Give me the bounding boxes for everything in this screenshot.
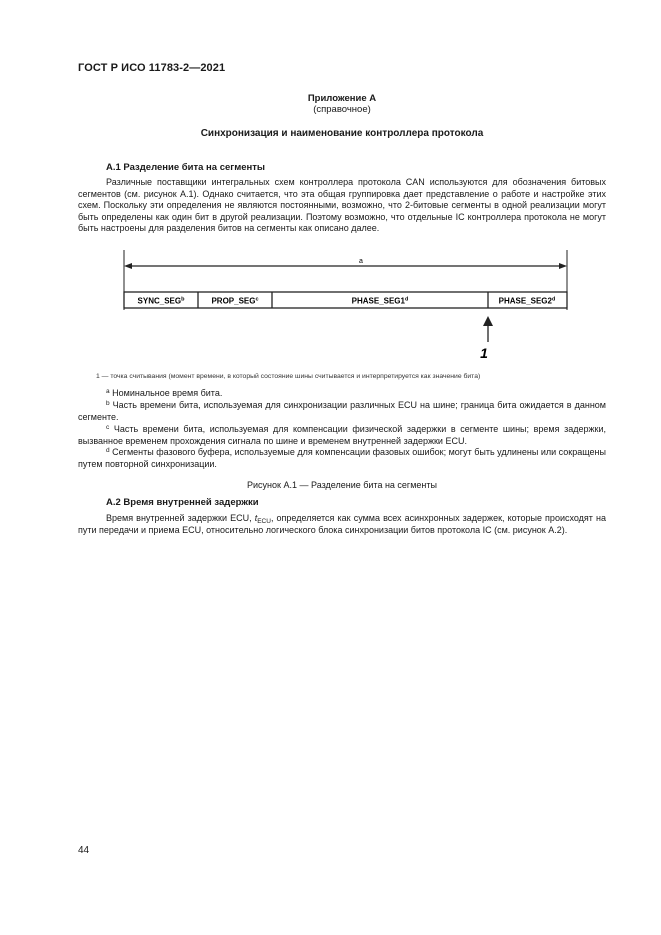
segment-phase-seg1 [352,297,409,306]
footnote-d-text: Сегменты фазового буфера, используемые для компенсации фазовых ошибок; могут быть удлинены или сокращены путем повторной синхронизации. [78,447,606,469]
segment-sync-label: SYNC_SEG [137,296,182,306]
footnote-b [78,400,606,423]
footnote-a-mark: a [106,388,110,395]
segment-phase-seg2 [499,297,556,306]
annex-subtitle: (справочное) [313,104,371,115]
footnote-d [78,447,606,470]
section-a2-text-after: , определяется как сумма всех асинхронных задержек, которые происходят на пути передачи и приема ECU, относительно логического блока синхронизации битов протокола IC (см. рисунок А.2). [78,513,606,535]
footnote-c-mark: c [106,424,110,431]
footnote-c-text: Часть времени бита, используемая для компенсации физической задержки в сегменте шины; время задержки, вызванное временем прохождения сигнала по шине и временем внутренней задержки ECU. [78,424,606,446]
segment-phase1-note: d [404,296,409,303]
annex-title: Приложение А [307,93,377,104]
footnote-a-text: Номинальное время бита. [112,388,223,398]
figure-caption: Рисунок А.1 — Разделение бита на сегменты [247,480,437,490]
segment-phase2-label: PHASE_SEG2 [498,296,552,306]
section-a1-paragraph [78,177,606,235]
segment-phase2-note: d [551,296,556,303]
figure-bit-segmentation [0,250,661,370]
footnote-c [78,424,606,447]
footnote-a [78,388,606,400]
bit-segment-diagram [0,250,661,370]
standard-header: ГОСТ Р ИСО 11783-2—2021 [78,62,226,74]
segment-prop-note: c [255,296,259,303]
t-ecu-symbol: t [254,513,258,523]
bit-time-arrow-left-head [124,263,132,269]
segment-phase1-label: PHASE_SEG1 [351,296,405,306]
footnote-b-text: Часть времени бита, используемая для синхронизации различных ECU на шине; граница бита ожидается в данном сегменте. [78,400,606,422]
bit-time-arrow-right-head [559,263,567,269]
segment-sync-note: b [181,296,185,303]
annex-heading: Синхронизация и наименование контроллера протокола [200,128,484,139]
t-ecu-subscript: ECU [257,518,271,525]
segment-sync-seg [138,297,186,306]
section-a2-paragraph [78,513,606,536]
segment-prop-label: PROP_SEG [211,296,256,306]
footnote-b-mark: b [106,400,110,407]
footnote-d-mark: d [106,447,110,454]
sample-point-arrow-head [483,316,493,326]
section-a2-text-before: Время внутренней задержки ECU, [106,513,255,523]
section-a2-heading: А.2 Время внутренней задержки [106,497,259,508]
section-a1-text: Различные поставщики интегральных схем контроллера протокола CAN используются для обозначения битовых сегментов (см. рисунок А.1). Однако считается, что эта общая группировка дает представление о работе и настройке этих схем. Поскольку эти определения не являются постоянными, возможно, что 2-битовые сегменты в одной реализации могут быть определены как один бит в другой реализации. Поэтому возможно, что отдельные IC контроллера протокола не могут быть настроены для разделения битов на сегменты как описано далее. [78,177,606,234]
sample-point-label: 1 [480,345,488,361]
bit-time-label: a [359,258,363,265]
segment-prop-seg [211,297,258,306]
page-number: 44 [78,845,90,856]
section-a1-heading: А.1 Разделение бита на сегменты [106,162,266,173]
figure-legend: 1 — точка считывания (момент времени, в который состояние шины считывается и интерпретируется как значение бита) [96,373,481,380]
